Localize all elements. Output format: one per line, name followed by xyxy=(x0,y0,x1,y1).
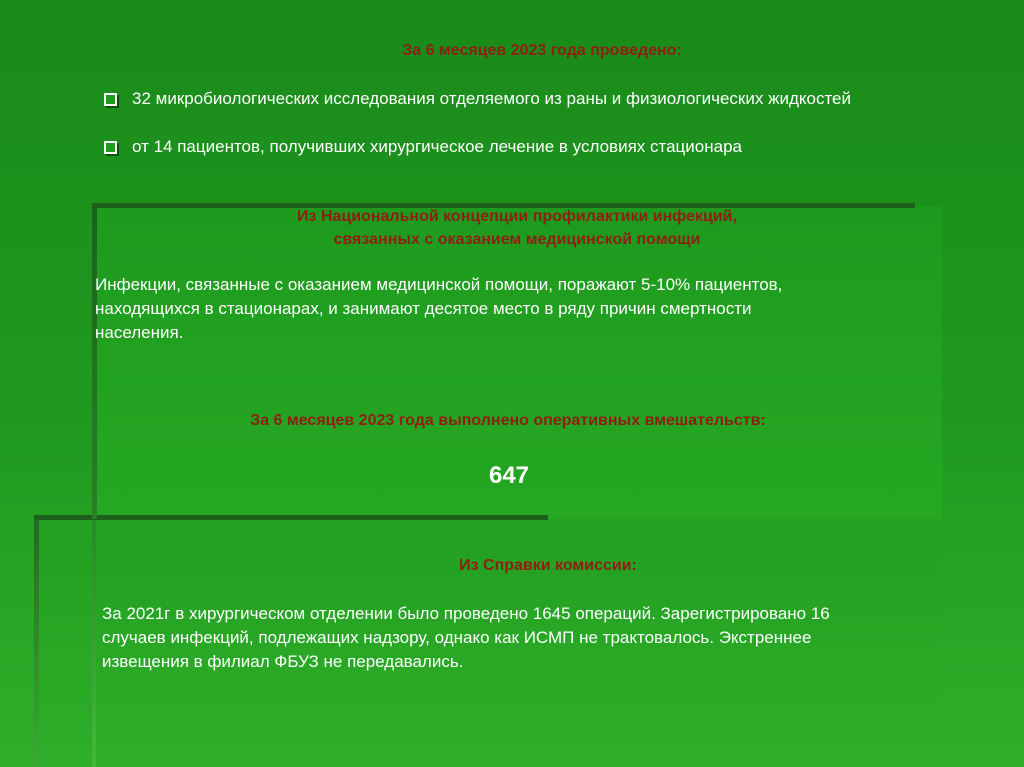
section4-paragraph xyxy=(102,602,962,674)
section3-heading: За 6 месяцев 2023 года выполнено оперативных вмешательств: xyxy=(250,412,766,429)
section2-heading-line: связанных с оказанием медицинской помощи xyxy=(333,231,701,248)
paragraph-line: За 2021г в хирургическом отделении было проведено 1645 операций. Зарегистрировано 16 xyxy=(102,604,830,623)
section2-heading xyxy=(92,205,942,251)
paragraph-line: извещения в филиал ФБУЗ не передавались. xyxy=(102,652,464,671)
section2-paragraph xyxy=(95,273,935,345)
bullet-item xyxy=(104,87,851,111)
bullet-item xyxy=(104,135,742,159)
paragraph-line: населения. xyxy=(95,323,184,342)
bullet-text: 32 микробиологических исследования отделяемого из раны и физиологических жидкостей xyxy=(132,89,851,108)
paragraph-line: находящихся в стационарах, и занимают десятое место в ряду причин смертности xyxy=(95,299,752,318)
paragraph-line: случаев инфекций, подлежащих надзору, однако как ИСМП не трактовалось. Экстреннее xyxy=(102,628,812,647)
section1-heading: За 6 месяцев 2023 года проведено: xyxy=(402,42,682,59)
section2-heading-line: Из Национальной концепции профилактики инфекций, xyxy=(297,208,737,225)
decorative-bar xyxy=(34,515,548,520)
section4-heading: Из Справки комиссии: xyxy=(459,557,637,574)
bullet-text: от 14 пациентов, получивших хирургическое лечение в условиях стационара xyxy=(132,137,742,156)
paragraph-line: Инфекции, связанные с оказанием медицинской помощи, поражают 5-10% пациентов, xyxy=(95,275,783,294)
operations-count: 647 xyxy=(488,462,530,489)
checkbox-bullet-icon xyxy=(104,93,117,106)
checkbox-bullet-icon xyxy=(104,141,117,154)
decorative-bar xyxy=(92,206,97,519)
